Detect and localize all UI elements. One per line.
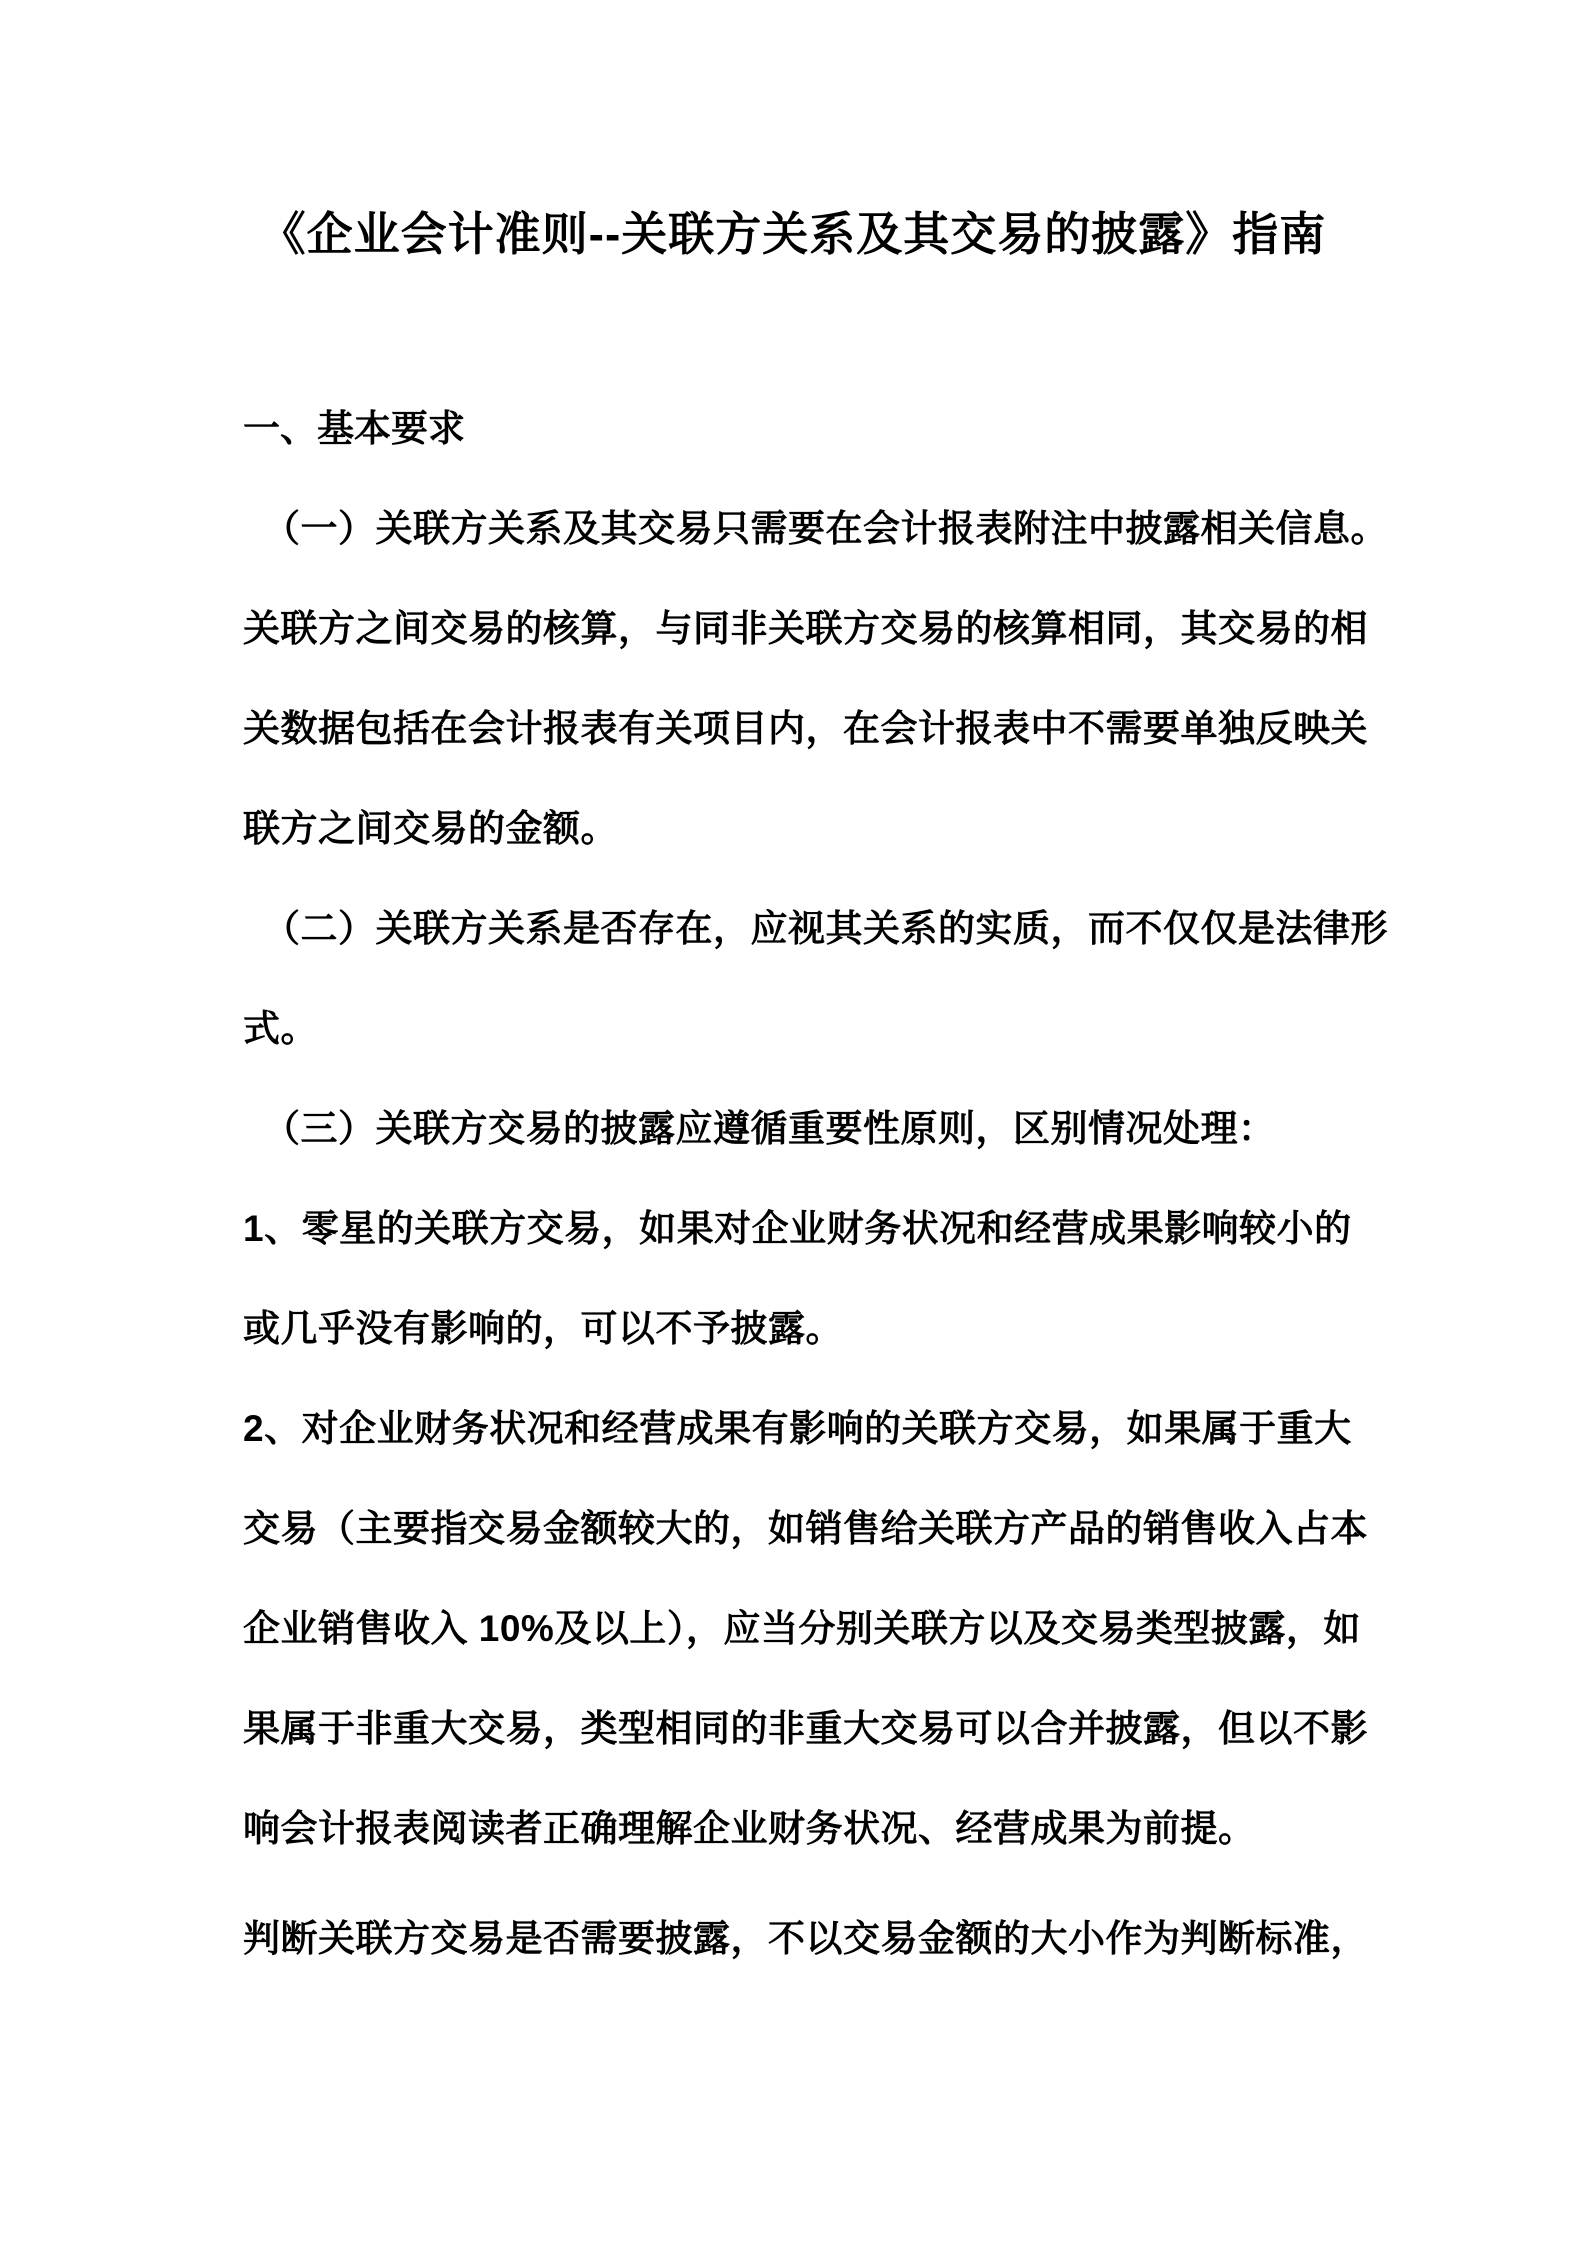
text-line: 响会计报表阅读者正确理解企业财务状况、经营成果为前提。	[243, 1808, 1256, 1849]
text-line: 2、对企业财务状况和经营成果有影响的关联方交易，如果属于重大	[243, 1408, 1352, 1449]
text-line: 交易（主要指交易金额较大的，如销售给关联方产品的销售收入占本	[243, 1508, 1368, 1549]
text-line: 判断关联方交易是否需要披露，不以交易金额的大小作为判断标准，	[243, 1918, 1368, 1959]
text-line: 1、零星的关联方交易，如果对企业财务状况和经营成果影响较小的	[243, 1208, 1352, 1249]
text-line: （二）关联方关系是否存在，应视其关系的实质，而不仅仅是法律形	[263, 908, 1388, 949]
text-line: 联方之间交易的金额。	[243, 808, 618, 849]
text-line: 果属于非重大交易，类型相同的非重大交易可以合并披露，但以不影	[243, 1708, 1368, 1749]
text-line: （一）关联方关系及其交易只需要在会计报表附注中披露相关信息。	[263, 508, 1388, 549]
text-line: 式。	[243, 1008, 318, 1049]
text-line: 企业销售收入 10%及以上），应当分别关联方以及交易类型披露，如	[243, 1608, 1361, 1649]
text-line: 关数据包括在会计报表有关项目内，在会计报表中不需要单独反映关	[243, 708, 1368, 749]
section-heading: 一、基本要求	[243, 408, 465, 449]
text-line: 或几乎没有影响的，可以不予披露。	[243, 1308, 843, 1349]
text-line: （三）关联方交易的披露应遵循重要性原则，区别情况处理：	[263, 1108, 1276, 1149]
document-title: 《企业会计准则--关联方关系及其交易的披露》指南	[259, 208, 1327, 260]
text-line: 关联方之间交易的核算，与同非关联方交易的核算相同，其交易的相	[243, 608, 1368, 649]
